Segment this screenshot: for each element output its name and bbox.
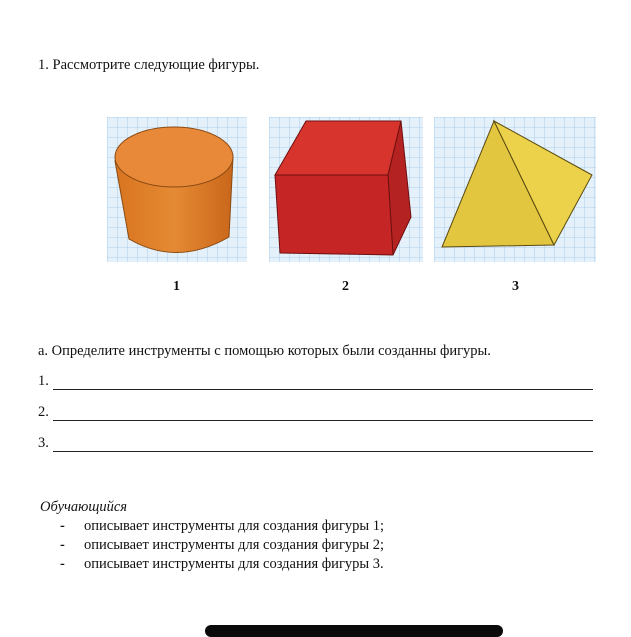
answer-line-3[interactable] bbox=[38, 435, 593, 455]
list-item: - описывает инструменты для создания фигуры 2; bbox=[60, 537, 385, 553]
answer-underline bbox=[53, 420, 593, 421]
criteria-list bbox=[60, 517, 384, 574]
criteria-heading: Обучающийся bbox=[40, 499, 128, 515]
question-title: 1. Рассмотрите следующие фигуры. bbox=[38, 57, 260, 73]
answer-number: 2. bbox=[38, 404, 49, 420]
cube-icon bbox=[269, 117, 423, 262]
figure-2-image bbox=[269, 117, 423, 262]
figure-3-label: 3 bbox=[512, 279, 519, 294]
list-item: - описывает инструменты для создания фигуры 1; bbox=[60, 518, 385, 534]
answer-underline bbox=[53, 451, 593, 452]
sub-question-text: а. Определите инструменты с помощью которых были созданны фигуры. bbox=[38, 343, 491, 359]
home-indicator-bar bbox=[205, 625, 503, 637]
answer-underline bbox=[53, 389, 593, 390]
answer-line-2[interactable] bbox=[38, 404, 593, 424]
figure-2-label: 2 bbox=[342, 279, 349, 294]
figure-1-image bbox=[107, 117, 247, 262]
cylinder-icon bbox=[107, 117, 247, 262]
list-item: - описывает инструменты для создания фигуры 3. bbox=[60, 556, 384, 572]
figure-3-image bbox=[434, 117, 596, 262]
answer-line-1[interactable] bbox=[38, 373, 593, 393]
answer-number: 1. bbox=[38, 373, 49, 389]
figure-1-label: 1 bbox=[173, 279, 180, 294]
answer-number: 3. bbox=[38, 435, 49, 451]
pyramid-icon bbox=[434, 117, 596, 262]
